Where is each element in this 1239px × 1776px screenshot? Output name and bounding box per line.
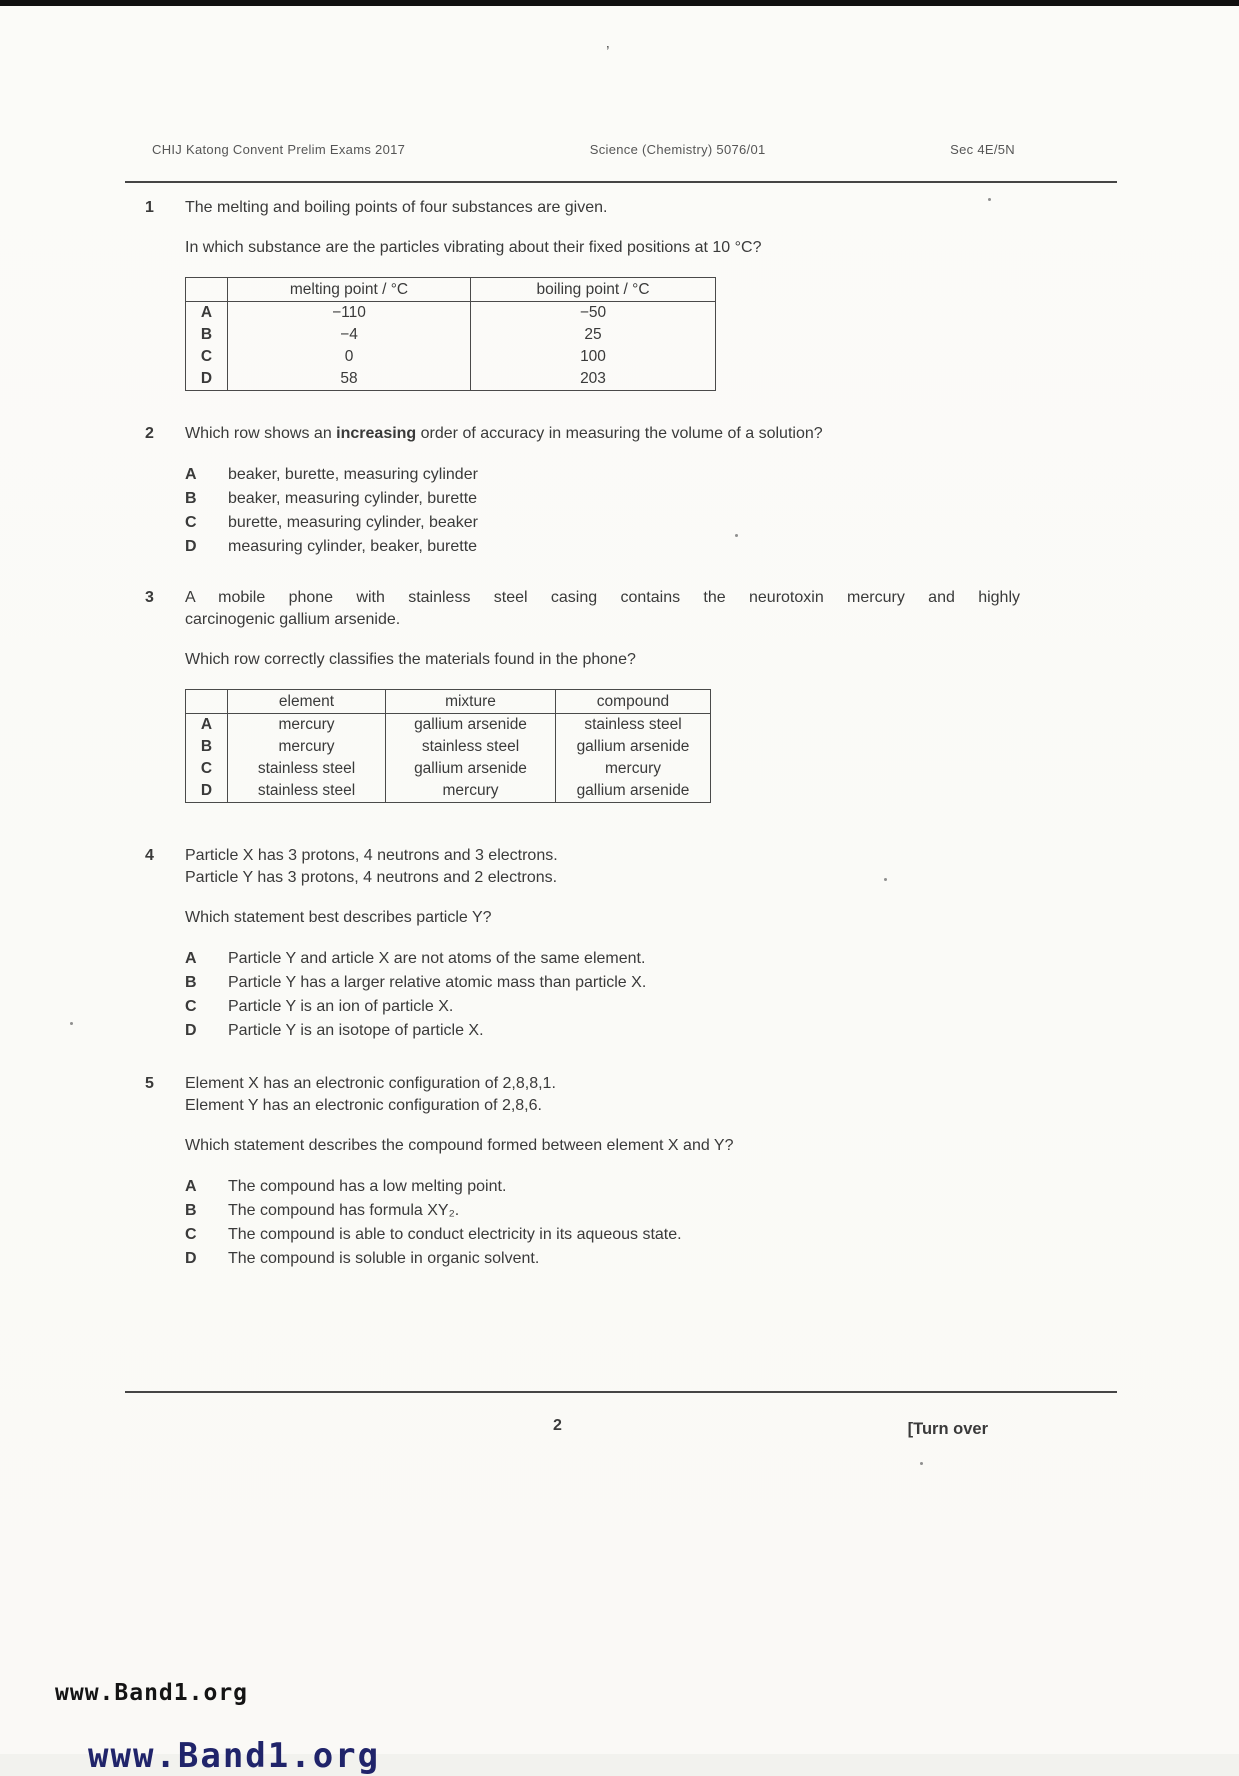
table-header-melting-point: melting point / °C (228, 278, 471, 302)
scan-speck (735, 534, 738, 537)
row-label: C (186, 758, 228, 780)
row-label: C (186, 346, 228, 368)
option-text: Particle Y has a larger relative atomic mass than particle X. (228, 974, 647, 991)
table-row-a (186, 302, 716, 325)
question-prompt: In which substance are the particles vibrating about their fixed positions at 10 °C? (185, 239, 762, 256)
question-prompt (185, 423, 1020, 445)
compound-value: gallium arsenide (556, 736, 711, 758)
question-prompt: Which statement describes the compound formed between element X and Y? (185, 1137, 734, 1154)
table-corner-cell (186, 690, 228, 714)
compound-value: gallium arsenide (556, 780, 711, 803)
mixture-value: stainless steel (386, 736, 556, 758)
turn-over-label: [Turn over (907, 1420, 988, 1438)
option-text: Particle Y is an ion of particle X. (228, 998, 454, 1015)
question-intro-line: carcinogenic gallium arsenide. (185, 611, 401, 628)
question-intro-line: Element X has an electronic configuration of 2,8,8,1. (185, 1075, 556, 1092)
table-header-row (186, 278, 716, 302)
table-corner-cell (186, 278, 228, 302)
boiling-point-value: 100 (471, 346, 716, 368)
scan-speck (884, 878, 887, 881)
question-body (185, 587, 1020, 803)
option-text: measuring cylinder, beaker, burette (228, 538, 478, 555)
boiling-point-value: 25 (471, 324, 716, 346)
row-label: D (186, 780, 228, 803)
option-d (185, 1019, 1020, 1043)
question-body (185, 1073, 1020, 1271)
option-text: The compound has a low melting point. (228, 1178, 507, 1195)
table-header-mixture: mixture (386, 690, 556, 714)
option-letter: B (185, 1202, 197, 1219)
question-prompt: Which statement best describes particle Y? (185, 909, 492, 926)
row-label: A (186, 302, 228, 325)
question-body (185, 845, 1020, 1043)
question-intro-line: A mobile phone with stainless steel casing contains the neurotoxin mercury and highly (185, 589, 1020, 606)
option-b (185, 1199, 1020, 1223)
scan-cutoff-bar (88, 1736, 381, 1776)
row-label: A (186, 714, 228, 737)
scan-artifact-quote: ’ (606, 44, 610, 61)
option-c (185, 511, 1020, 535)
table-header-row (186, 690, 711, 714)
scan-top-edge (0, 0, 1239, 6)
question-3 (145, 587, 1020, 803)
table-header-compound: compound (556, 690, 711, 714)
prompt-bold-word: increasing (336, 425, 417, 442)
element-value: mercury (228, 714, 386, 737)
question-body (185, 197, 1020, 391)
option-list (185, 1175, 1020, 1271)
exam-header (152, 142, 1015, 157)
question-intro: The melting and boiling points of four substances are given. (185, 199, 608, 216)
row-label: B (186, 736, 228, 758)
option-d (185, 1247, 1020, 1271)
question-number: 5 (145, 1075, 154, 1092)
question-number: 2 (145, 425, 154, 442)
mixture-value: gallium arsenide (386, 714, 556, 737)
row-label: B (186, 324, 228, 346)
question-number: 1 (145, 199, 154, 216)
scan-speck (988, 198, 991, 201)
header-level: Sec 4E/5N (950, 142, 1015, 157)
option-c (185, 1223, 1020, 1247)
option-text: Particle Y and article X are not atoms of the same element. (228, 950, 646, 967)
table-row-b (186, 736, 711, 758)
question-intro-line: Particle X has 3 protons, 4 neutrons and 3 electrons. (185, 847, 558, 864)
option-list (185, 947, 1020, 1043)
option-text: Particle Y is an isotope of particle X. (228, 1022, 484, 1039)
header-school: CHIJ Katong Convent Prelim Exams 2017 (152, 142, 406, 157)
boiling-point-value: 203 (471, 368, 716, 391)
option-d (185, 535, 1020, 559)
element-value: stainless steel (228, 780, 386, 803)
compound-value: mercury (556, 758, 711, 780)
mixture-value: mercury (386, 780, 556, 803)
option-a (185, 947, 1020, 971)
option-letter: A (185, 950, 197, 967)
option-list (185, 463, 1020, 559)
question-1 (145, 197, 1020, 391)
option-c (185, 995, 1020, 1019)
element-value: mercury (228, 736, 386, 758)
question-5 (145, 1073, 1020, 1271)
header-subject: Science (Chemistry) 5076/01 (589, 142, 766, 157)
option-text: The compound is soluble in organic solvent. (228, 1250, 540, 1267)
option-text: The compound is able to conduct electricity in its aqueous state. (228, 1226, 682, 1243)
table-row-d (186, 368, 716, 391)
scan-speck (70, 1022, 73, 1025)
option-letter: C (185, 514, 197, 531)
table-header-element: element (228, 690, 386, 714)
table-row-b (186, 324, 716, 346)
table-row-d (186, 780, 711, 803)
melting-point-value: 58 (228, 368, 471, 391)
row-label: D (186, 368, 228, 391)
option-letter: D (185, 1250, 197, 1267)
header-rule (125, 181, 1117, 183)
question-number: 3 (145, 589, 154, 606)
option-text: burette, measuring cylinder, beaker (228, 514, 478, 531)
melting-point-value: 0 (228, 346, 471, 368)
table-row-c (186, 758, 711, 780)
option-letter: C (185, 998, 197, 1015)
question-intro-line: Element Y has an electronic configuration of 2,8,6. (185, 1097, 542, 1114)
q1-answer-table (185, 277, 716, 391)
option-a (185, 1175, 1020, 1199)
question-body (185, 423, 1020, 559)
prompt-text: order of accuracy in measuring the volume of a solution? (416, 425, 823, 442)
option-text: beaker, measuring cylinder, burette (228, 490, 478, 507)
boiling-point-value: −50 (471, 302, 716, 325)
option-letter: A (185, 1178, 197, 1195)
watermark-text: www.Band1.org (55, 1680, 249, 1706)
option-letter: B (185, 974, 197, 991)
scan-speck (920, 1462, 923, 1465)
option-b (185, 487, 1020, 511)
option-b (185, 971, 1020, 995)
melting-point-value: −4 (228, 324, 471, 346)
question-area (145, 197, 1020, 1271)
mixture-value: gallium arsenide (386, 758, 556, 780)
question-2 (145, 423, 1020, 559)
melting-point-value: −110 (228, 302, 471, 325)
prompt-text: Which row shows an (185, 425, 337, 442)
option-letter: D (185, 1022, 197, 1039)
watermark-cutoff-text: www.Band1.org (88, 1736, 381, 1776)
page-number: 2 (553, 1417, 562, 1434)
option-letter: A (185, 466, 197, 483)
question-prompt: Which row correctly classifies the materials found in the phone? (185, 651, 636, 668)
option-letter: D (185, 538, 197, 555)
option-letter: C (185, 1226, 197, 1243)
option-letter: B (185, 490, 197, 507)
option-text: The compound has formula XY₂. (228, 1202, 460, 1219)
footer-rule (125, 1391, 1117, 1393)
table-header-boiling-point: boiling point / °C (471, 278, 716, 302)
option-text: beaker, burette, measuring cylinder (228, 466, 478, 483)
compound-value: stainless steel (556, 714, 711, 737)
option-a (185, 463, 1020, 487)
question-intro-line: Particle Y has 3 protons, 4 neutrons and 2 electrons. (185, 869, 558, 886)
table-row-a (186, 714, 711, 737)
question-number: 4 (145, 847, 154, 864)
question-4 (145, 845, 1020, 1043)
table-row-c (186, 346, 716, 368)
element-value: stainless steel (228, 758, 386, 780)
q3-answer-table (185, 689, 711, 803)
